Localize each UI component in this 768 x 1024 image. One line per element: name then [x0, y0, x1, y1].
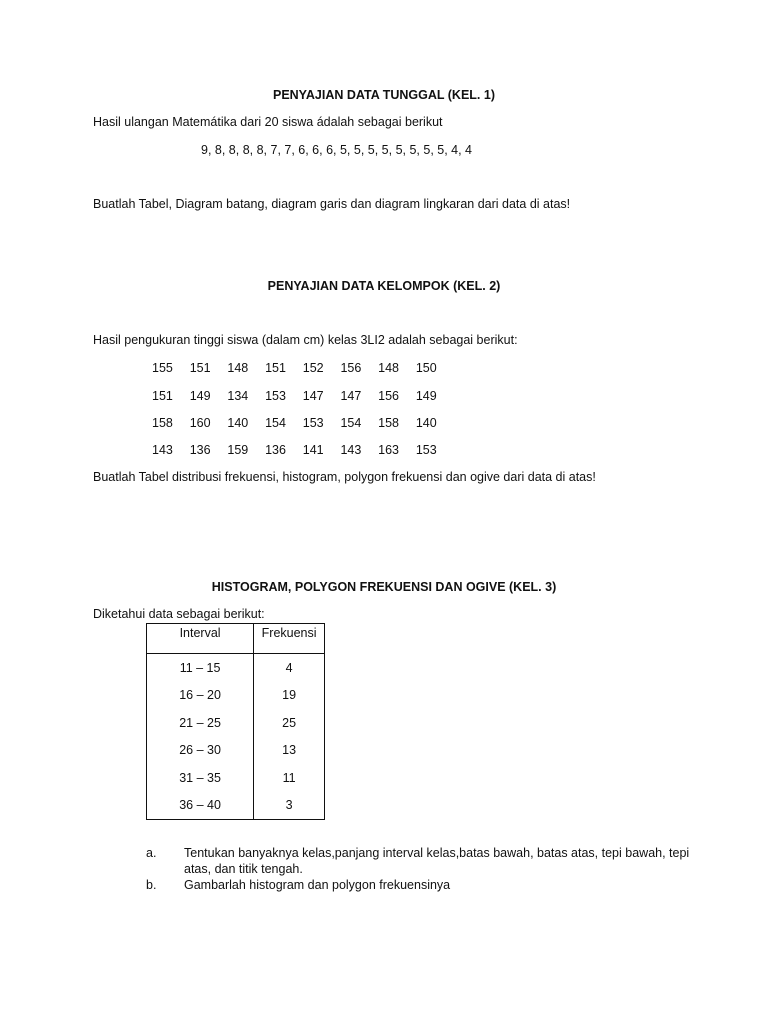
height-value: 143	[340, 443, 362, 457]
height-value: 156	[378, 389, 399, 403]
section2-intro: Hasil pengukuran tinggi siswa (dalam cm) kelas 3LI2 adalah sebagai berikut:	[93, 333, 518, 347]
section1-task: Buatlah Tabel, Diagram batang, diagram garis dan diagram lingkaran dari data di atas!	[93, 197, 571, 211]
table-row	[147, 654, 325, 682]
height-data-row	[152, 361, 454, 375]
height-value: 147	[302, 389, 324, 403]
height-data-row	[152, 416, 454, 430]
frequency-cell: 11	[254, 764, 325, 792]
list-marker: b.	[146, 878, 157, 892]
section3-intro: Diketahui data sebagai berikut:	[93, 607, 265, 621]
interval-cell: 11 – 15	[147, 654, 254, 682]
height-value: 149	[415, 389, 437, 403]
height-value: 148	[227, 361, 249, 375]
height-value: 156	[340, 361, 362, 375]
section2-title: PENYAJIAN DATA KELOMPOK (KEL. 2)	[267, 279, 501, 293]
height-value: 136	[265, 443, 286, 457]
height-value: 140	[227, 416, 249, 430]
table-header-row	[147, 624, 325, 654]
table-row	[147, 709, 325, 737]
interval-cell: 36 – 40	[147, 792, 254, 820]
height-value: 158	[378, 416, 399, 430]
height-value: 150	[415, 361, 437, 375]
height-value: 163	[378, 443, 399, 457]
frequency-cell: 4	[254, 654, 325, 682]
height-value: 151	[265, 361, 286, 375]
interval-cell: 26 – 30	[147, 737, 254, 765]
height-data-row	[152, 389, 454, 403]
section3-title: HISTOGRAM, POLYGON FREKUENSI DAN OGIVE (KEL. 3)	[211, 580, 557, 594]
frequency-cell: 19	[254, 682, 325, 710]
frequency-cell: 13	[254, 737, 325, 765]
height-value: 147	[340, 389, 362, 403]
height-value: 151	[152, 389, 173, 403]
frequency-table	[146, 623, 325, 820]
height-value: 141	[302, 443, 324, 457]
table-row	[147, 792, 325, 820]
interval-cell: 31 – 35	[147, 764, 254, 792]
table-row	[147, 682, 325, 710]
frequency-cell: 25	[254, 709, 325, 737]
height-value: 153	[265, 389, 286, 403]
height-value: 140	[415, 416, 437, 430]
header-interval: Interval	[147, 624, 254, 654]
header-frequency: Frekuensi	[254, 624, 325, 654]
height-value: 153	[415, 443, 437, 457]
height-value: 154	[340, 416, 362, 430]
list-item	[146, 845, 706, 877]
interval-cell: 16 – 20	[147, 682, 254, 710]
height-data-row	[152, 443, 454, 457]
height-value: 159	[227, 443, 249, 457]
height-value: 153	[302, 416, 324, 430]
height-value: 149	[189, 389, 211, 403]
frequency-cell: 3	[254, 792, 325, 820]
section2-task: Buatlah Tabel distribusi frekuensi, histogram, polygon frekuensi dan ogive dari data di atas!	[93, 470, 596, 484]
interval-cell: 21 – 25	[147, 709, 254, 737]
height-value: 143	[152, 443, 173, 457]
section1-data: 9, 8, 8, 8, 8, 7, 7, 6, 6, 6, 5, 5, 5, 5, 5, 5, 5, 5, 4, 4	[201, 143, 473, 157]
section1-title: PENYAJIAN DATA TUNGGAL (KEL. 1)	[272, 88, 495, 102]
height-value: 151	[189, 361, 211, 375]
height-value: 136	[189, 443, 211, 457]
list-item	[146, 877, 706, 893]
list-text: Gambarlah histogram dan polygon frekuensinya	[184, 878, 451, 892]
section1-intro: Hasil ulangan Matemátika dari 20 siswa ádalah sebagai berikut	[93, 115, 443, 129]
height-value: 155	[152, 361, 173, 375]
height-value: 148	[378, 361, 399, 375]
table-row	[147, 764, 325, 792]
list-marker: a.	[146, 846, 157, 860]
height-value: 154	[265, 416, 286, 430]
height-value: 152	[302, 361, 324, 375]
height-value: 160	[189, 416, 211, 430]
table-row	[147, 737, 325, 765]
height-value: 158	[152, 416, 173, 430]
height-value: 134	[227, 389, 249, 403]
list-text: Tentukan banyaknya kelas,panjang interval kelas,batas bawah, batas atas, tepi bawah, tepi atas, dan titik tengah.	[184, 846, 690, 876]
